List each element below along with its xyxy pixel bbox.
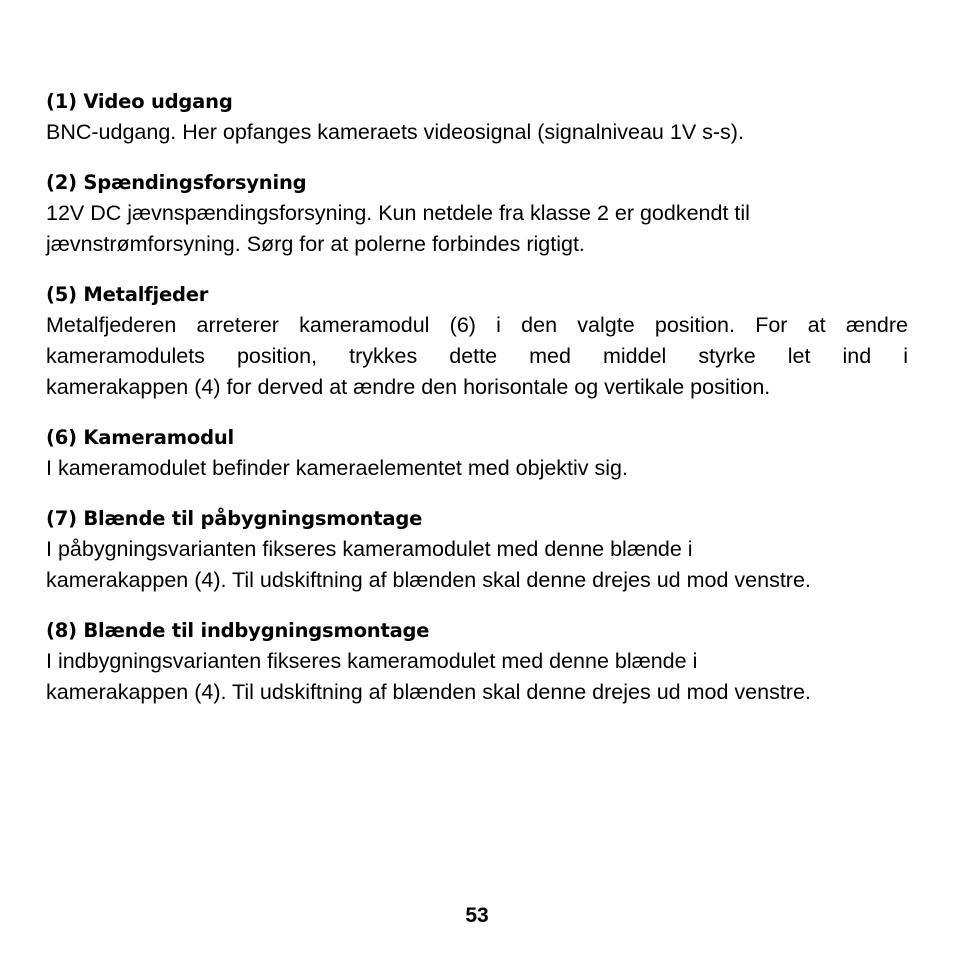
section-text-line: 12V DC jævnspændingsforsyning. Kun netdele fra klasse 2 er godkendt til	[46, 201, 750, 225]
section-text-line: BNC-udgang. Her opfanges kameraets videosignal (signalniveau 1V s-s).	[46, 120, 744, 144]
section-heading: (5) Metalfjeder	[46, 283, 209, 306]
section-text-line: Metalfjederen arreterer kameramodul (6) i den valgte position. For at ændre	[46, 313, 908, 337]
section-spaendingsforsyning	[46, 167, 908, 260]
section-heading: (7) Blænde til påbygningsmontage	[46, 507, 423, 530]
section-text-line: kamerakappen (4). Til udskiftning af blænden skal denne drejes ud mod venstre.	[46, 680, 811, 704]
section-metalfjeder	[46, 279, 908, 403]
section-heading: (2) Spændingsforsyning	[46, 171, 307, 194]
section-text-line: kamerakappen (4). Til udskiftning af blænden skal denne drejes ud mod venstre.	[46, 568, 811, 592]
section-text-line: I indbygningsvarianten fikseres kameramodulet med denne blænde i	[46, 649, 698, 673]
section-blaende-paabygning	[46, 503, 908, 596]
section-heading: (1) Video udgang	[46, 90, 233, 113]
section-blaende-indbygning	[46, 615, 908, 708]
section-text-line: I påbygningsvarianten fikseres kameramodulet med denne blænde i	[46, 537, 693, 561]
section-heading: (8) Blænde til indbygningsmontage	[46, 619, 430, 642]
section-text-line: jævnstrømforsyning. Sørg for at polerne forbindes rigtigt.	[46, 232, 585, 256]
section-text-line: kamerakappen (4) for derved at ændre den horisontale og vertikale position.	[46, 375, 771, 399]
document-page	[46, 86, 908, 727]
section-video-udgang	[46, 86, 908, 148]
section-kameramodul	[46, 422, 908, 484]
section-text-line: kameramodulets position, trykkes dette med middel styrke let ind i	[46, 344, 908, 368]
section-heading: (6) Kameramodul	[46, 426, 235, 449]
page-number: 53	[465, 904, 489, 927]
section-text-line: I kameramodulet befinder kameraelementet med objektiv sig.	[46, 456, 628, 480]
